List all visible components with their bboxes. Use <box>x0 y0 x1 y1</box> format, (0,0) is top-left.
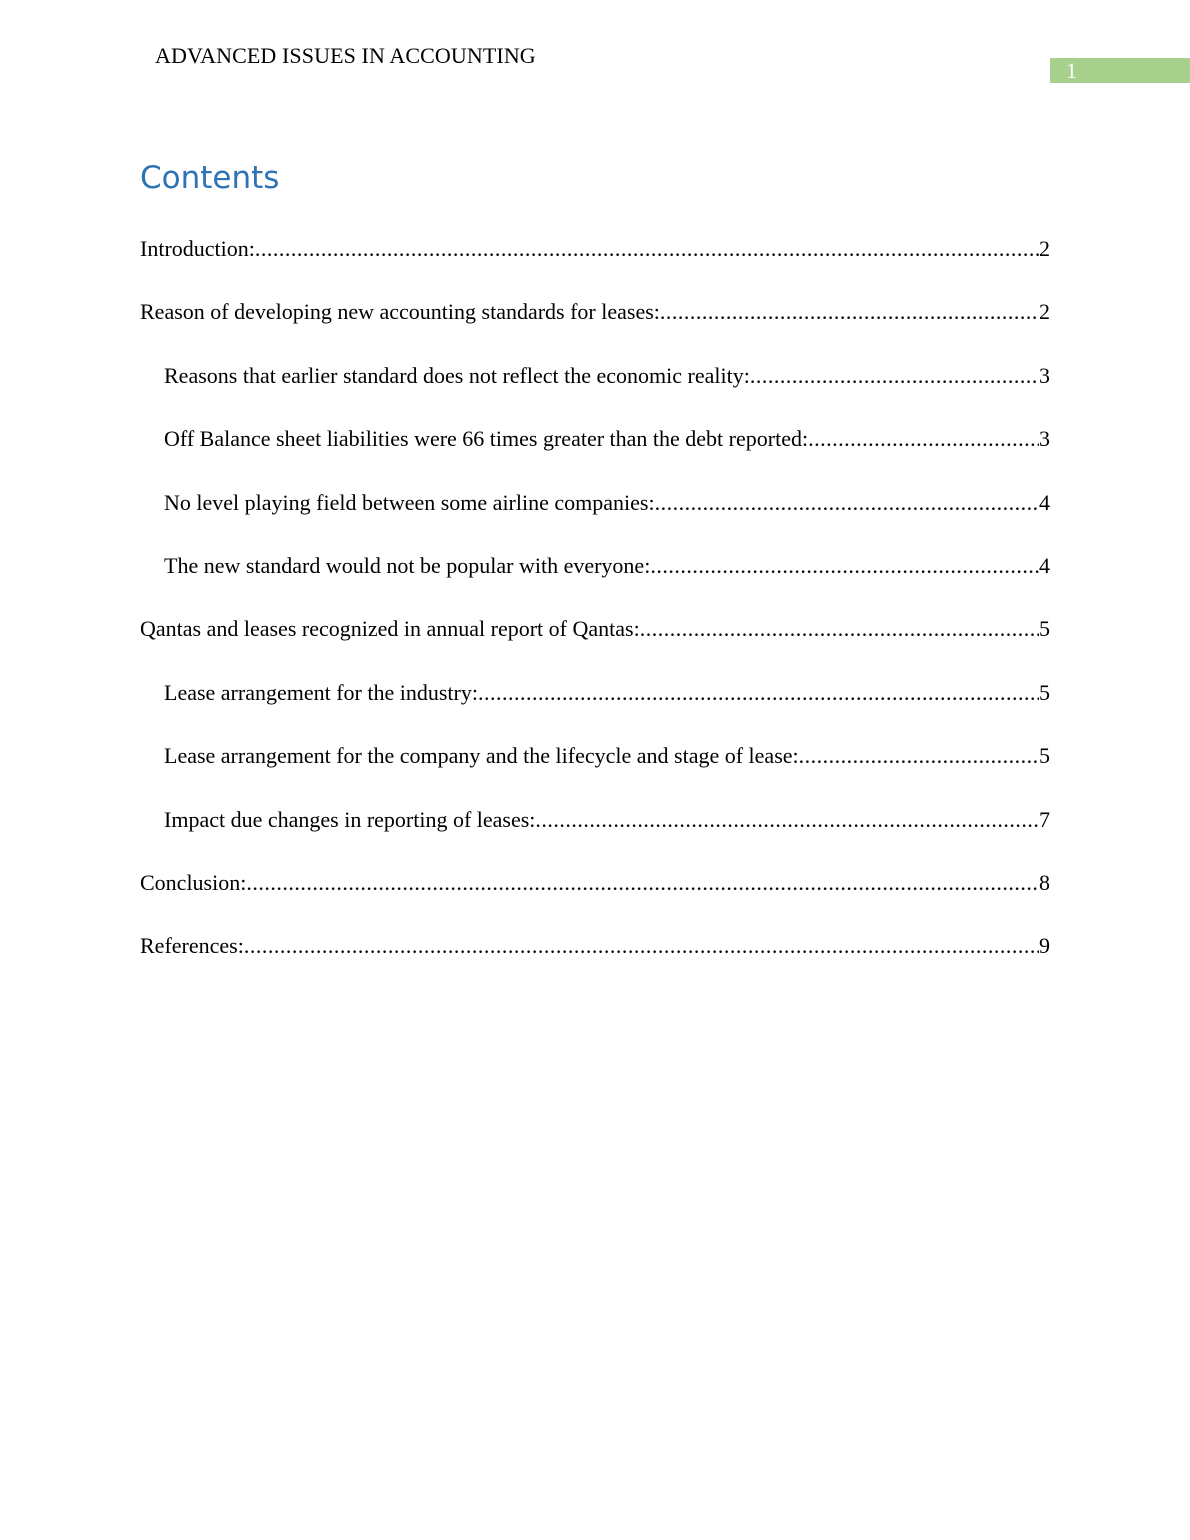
toc-entry-conclusion[interactable] <box>140 868 1050 931</box>
dot-leader <box>244 931 1039 961</box>
toc-entry-label: No level playing field between some airline companies: <box>164 488 655 518</box>
dot-leader <box>660 297 1039 327</box>
toc-entry-page: 5 <box>1039 741 1050 771</box>
toc-entry-label: References: <box>140 931 244 961</box>
toc-entry-label: Conclusion: <box>140 868 246 898</box>
dot-leader <box>808 424 1039 454</box>
toc-entry-economic-reality[interactable] <box>140 361 1050 424</box>
toc-entry-references[interactable] <box>140 931 1050 994</box>
toc-entry-not-popular[interactable] <box>140 551 1050 614</box>
toc-entry-label: Reasons that earlier standard does not reflect the economic reality: <box>164 361 750 391</box>
dot-leader <box>650 551 1039 581</box>
toc-entry-reason-new-standards[interactable] <box>140 297 1050 360</box>
toc-entry-label: Impact due changes in reporting of leases: <box>164 805 535 835</box>
toc-entry-page: 4 <box>1039 551 1050 581</box>
toc-entry-label: Qantas and leases recognized in annual report of Qantas: <box>140 614 640 644</box>
toc-entry-page: 7 <box>1039 805 1050 835</box>
toc-entry-label: Off Balance sheet liabilities were 66 times greater than the debt reported: <box>164 424 808 454</box>
dot-leader <box>799 741 1039 771</box>
toc-entry-label: Lease arrangement for the industry: <box>164 678 478 708</box>
dot-leader <box>535 805 1039 835</box>
running-header-title: ADVANCED ISSUES IN ACCOUNTING <box>155 43 536 68</box>
dot-leader <box>246 868 1039 898</box>
toc-title: Contents <box>140 160 280 196</box>
toc-entry-company-lease-lifecycle[interactable] <box>140 741 1050 804</box>
toc-entry-page: 3 <box>1039 361 1050 391</box>
dot-leader <box>655 488 1039 518</box>
toc-entry-label: Introduction: <box>140 234 255 264</box>
dot-leader <box>750 361 1039 391</box>
toc-entry-page: 5 <box>1039 614 1050 644</box>
toc-entry-industry-lease[interactable] <box>140 678 1050 741</box>
toc-entry-page: 2 <box>1039 297 1050 327</box>
toc-entry-page: 4 <box>1039 488 1050 518</box>
dot-leader <box>478 678 1039 708</box>
toc-entry-page: 9 <box>1039 931 1050 961</box>
toc-entry-qantas-leases[interactable] <box>140 614 1050 677</box>
dot-leader <box>255 234 1039 264</box>
toc-entry-page: 5 <box>1039 678 1050 708</box>
page-number: 1 <box>1066 58 1077 83</box>
table-of-contents <box>140 234 1050 995</box>
toc-entry-label: The new standard would not be popular with everyone: <box>164 551 650 581</box>
dot-leader <box>640 614 1039 644</box>
toc-entry-page: 3 <box>1039 424 1050 454</box>
toc-entry-impact-reporting[interactable] <box>140 805 1050 868</box>
toc-entry-label: Lease arrangement for the company and the lifecycle and stage of lease: <box>164 741 799 771</box>
page-number-bar <box>1050 58 1190 83</box>
toc-entry-off-balance-sheet[interactable] <box>140 424 1050 487</box>
toc-entry-label: Reason of developing new accounting standards for leases: <box>140 297 660 327</box>
toc-entry-page: 2 <box>1039 234 1050 264</box>
toc-entry-level-playing-field[interactable] <box>140 488 1050 551</box>
toc-entry-introduction[interactable] <box>140 234 1050 297</box>
toc-entry-page: 8 <box>1039 868 1050 898</box>
